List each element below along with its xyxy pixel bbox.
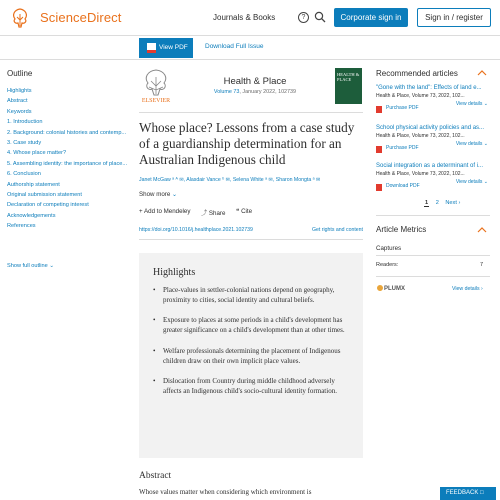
highlight-item: • Dislocation from Country during middle childhood adversely affects an Indigenous child's socio-cultural identity formation. — [153, 376, 353, 396]
show-more-label: Show more — [139, 191, 171, 198]
plumx-logo[interactable] — [377, 285, 405, 292]
chevron-down-icon: ⌄ — [483, 179, 488, 185]
view-details-label: View details — [455, 179, 483, 185]
journal-cover-image[interactable] — [335, 68, 362, 104]
outline-item[interactable]: 3. Case study — [7, 139, 42, 146]
chevron-up-icon[interactable] — [477, 226, 487, 234]
divider — [139, 112, 363, 113]
metrics-view-details-link[interactable] — [452, 286, 483, 292]
purchase-pdf-link[interactable]: Purchase PDF — [376, 105, 419, 111]
recommended-article-source: Health & Place, Volume 73, 2022, 102... — [376, 133, 465, 139]
add-to-mendeley-label: Add to Mendeley — [144, 208, 191, 215]
author-list[interactable]: Janet McGaw ᵃ ᴬ ✉, Alasdair Vance ᵇ ✉, Selena White ᵃ ✉, Sharon Mongta ᵃ ✉ — [139, 177, 321, 183]
abstract-text: Whose values matter when considering which environment is — [139, 488, 312, 496]
view-details-label: View details — [455, 141, 483, 147]
cite-button[interactable] — [236, 208, 252, 215]
highlights-heading: Highlights — [153, 267, 196, 278]
pager-page-2[interactable]: 2 — [435, 200, 439, 206]
sign-in-register-button[interactable]: Sign in / register — [417, 8, 491, 27]
outline-item[interactable]: Highlights — [7, 88, 32, 94]
plumx-wordmark: PLUMX — [384, 286, 405, 292]
highlight-item: • Welfare professionals determining the placement of Indigenous children draw on their own implicit place values. — [153, 346, 353, 366]
top-header — [0, 0, 500, 36]
chevron-up-icon[interactable] — [477, 69, 487, 77]
cover-title: HEALTH & PLACE — [337, 72, 360, 82]
add-to-mendeley-button[interactable] — [139, 208, 190, 215]
show-more-button[interactable] — [139, 191, 177, 198]
view-pdf-label: View PDF — [159, 44, 188, 51]
sciencedirect-brand-link[interactable]: ScienceDirect — [40, 10, 122, 25]
recommended-article-title[interactable]: "Gone with the land": Effects of land e... — [376, 85, 482, 91]
help-icon[interactable]: ? — [298, 12, 309, 23]
recommended-article-source: Health & Place, Volume 73, 2022, 102... — [376, 171, 465, 177]
recommended-article-title[interactable]: School physical activity policies and as... — [376, 125, 485, 131]
journals-books-link[interactable]: Journals & Books — [213, 13, 276, 22]
doi-link[interactable]: https://doi.org/10.1016/j.healthplace.2021.102739 — [139, 227, 253, 233]
chat-bubble-icon: □ — [480, 490, 484, 496]
abstract-heading: Abstract — [139, 471, 172, 481]
recommended-article-source: Health & Place, Volume 73, 2022, 102... — [376, 93, 465, 99]
volume-date: , January 2022, 102739 — [239, 89, 297, 95]
highlight-item: • Exposure to places at some periods in a child's development has greater significance on a child's development than at other times. — [153, 315, 353, 335]
outline-item[interactable]: 6. Conclusion — [7, 171, 41, 178]
recommended-article — [376, 84, 490, 109]
outline-item[interactable]: 5. Assembling identity: the importance of place... — [7, 160, 128, 167]
view-details-link[interactable] — [456, 100, 488, 109]
elsevier-wordmark: ELSEVIER — [141, 98, 171, 104]
article-title: Whose place? Lessons from a case study of a guardianship determination for an Australian Indigenous child — [139, 120, 355, 167]
outline-item[interactable]: Keywords — [7, 108, 32, 115]
download-full-issue-link[interactable]: Download Full Issue — [205, 43, 264, 50]
corporate-sign-in-button[interactable]: Corporate sign in — [334, 8, 408, 27]
pager-current-page: 1 — [425, 200, 429, 206]
share-label: Share — [208, 210, 226, 217]
feedback-button[interactable] — [440, 487, 496, 500]
chevron-down-icon: ⌄ — [483, 141, 488, 147]
divider — [376, 215, 490, 216]
outline-heading: Outline — [7, 69, 33, 78]
purchase-pdf-link[interactable]: Purchase PDF — [376, 145, 419, 151]
article-actions — [139, 208, 363, 218]
pager-next-link[interactable] — [445, 200, 460, 206]
feedback-label: FEEDBACK — [446, 490, 479, 496]
readers-count: 7 — [480, 262, 484, 268]
journal-name-link[interactable]: Health & Place — [223, 76, 287, 87]
journal-volume — [185, 89, 325, 95]
view-details-link[interactable] — [456, 140, 488, 149]
chevron-down-icon: ⌄ — [483, 101, 488, 107]
highlights-list — [153, 285, 353, 406]
outline-list — [7, 86, 131, 231]
share-icon: ⤴ — [201, 210, 208, 217]
show-full-outline-link[interactable] — [7, 263, 54, 269]
download-pdf-link[interactable]: Download PDF — [376, 183, 420, 189]
outline-item[interactable]: References — [7, 223, 36, 230]
outline-item[interactable]: 2. Background: colonial histories and contemp... — [7, 129, 127, 136]
share-button[interactable] — [201, 208, 225, 217]
volume-link[interactable]: Volume 73 — [213, 89, 240, 95]
recommended-pager — [424, 200, 460, 206]
outline-item[interactable]: Acknowledgements — [7, 212, 56, 219]
outline-item[interactable]: 1. Introduction — [7, 119, 43, 126]
divider — [376, 276, 490, 277]
plus-icon: + — [139, 208, 143, 215]
readers-label: Readers: — [376, 262, 399, 268]
highlight-item: • Place-values in settler-colonial nations depend on geography, proximity to cities, social identity and cultural beliefs. — [153, 285, 353, 305]
chevron-right-icon: › — [458, 200, 461, 206]
outline-item[interactable]: Declaration of competing interest — [7, 202, 89, 209]
view-pdf-button[interactable] — [139, 38, 193, 58]
outline-item[interactable]: Authorship statement — [7, 181, 60, 188]
chevron-right-icon: › — [481, 286, 483, 292]
article-metrics-heading: Article Metrics — [376, 225, 427, 234]
captures-label: Captures — [376, 245, 402, 252]
plumx-flower-icon — [377, 285, 383, 291]
get-rights-link[interactable]: Get rights and content — [311, 227, 363, 233]
outline-item[interactable]: Abstract — [7, 98, 28, 105]
metrics-view-details-label: View details — [452, 286, 480, 292]
highlights-box — [139, 253, 363, 458]
chevron-down-icon: ⌄ — [49, 263, 54, 269]
cite-label: Cite — [241, 208, 253, 215]
elsevier-tree-logo-icon[interactable] — [8, 6, 32, 30]
show-full-outline-label: Show full outline — [7, 263, 48, 269]
recommended-article-title[interactable]: Social integration as a determinant of i... — [376, 163, 484, 169]
view-details-label: View details — [455, 101, 483, 107]
outline-item[interactable]: 4. Whose place matter? — [7, 150, 67, 157]
quote-icon: ❝ — [236, 208, 240, 215]
outline-item[interactable]: Original submission statement — [7, 191, 82, 198]
search-icon[interactable] — [314, 11, 326, 23]
elsevier-logo-icon[interactable] — [139, 68, 173, 104]
pager-next-label: Next — [445, 200, 457, 206]
chevron-down-icon: ⌄ — [172, 191, 178, 198]
view-details-link[interactable] — [456, 178, 488, 187]
recommended-heading: Recommended articles — [376, 69, 458, 78]
article-toolbar — [0, 36, 500, 60]
divider — [139, 239, 363, 240]
recommended-article — [376, 162, 490, 187]
pdf-icon — [147, 43, 156, 53]
recommended-article — [376, 124, 490, 149]
divider — [376, 255, 490, 256]
